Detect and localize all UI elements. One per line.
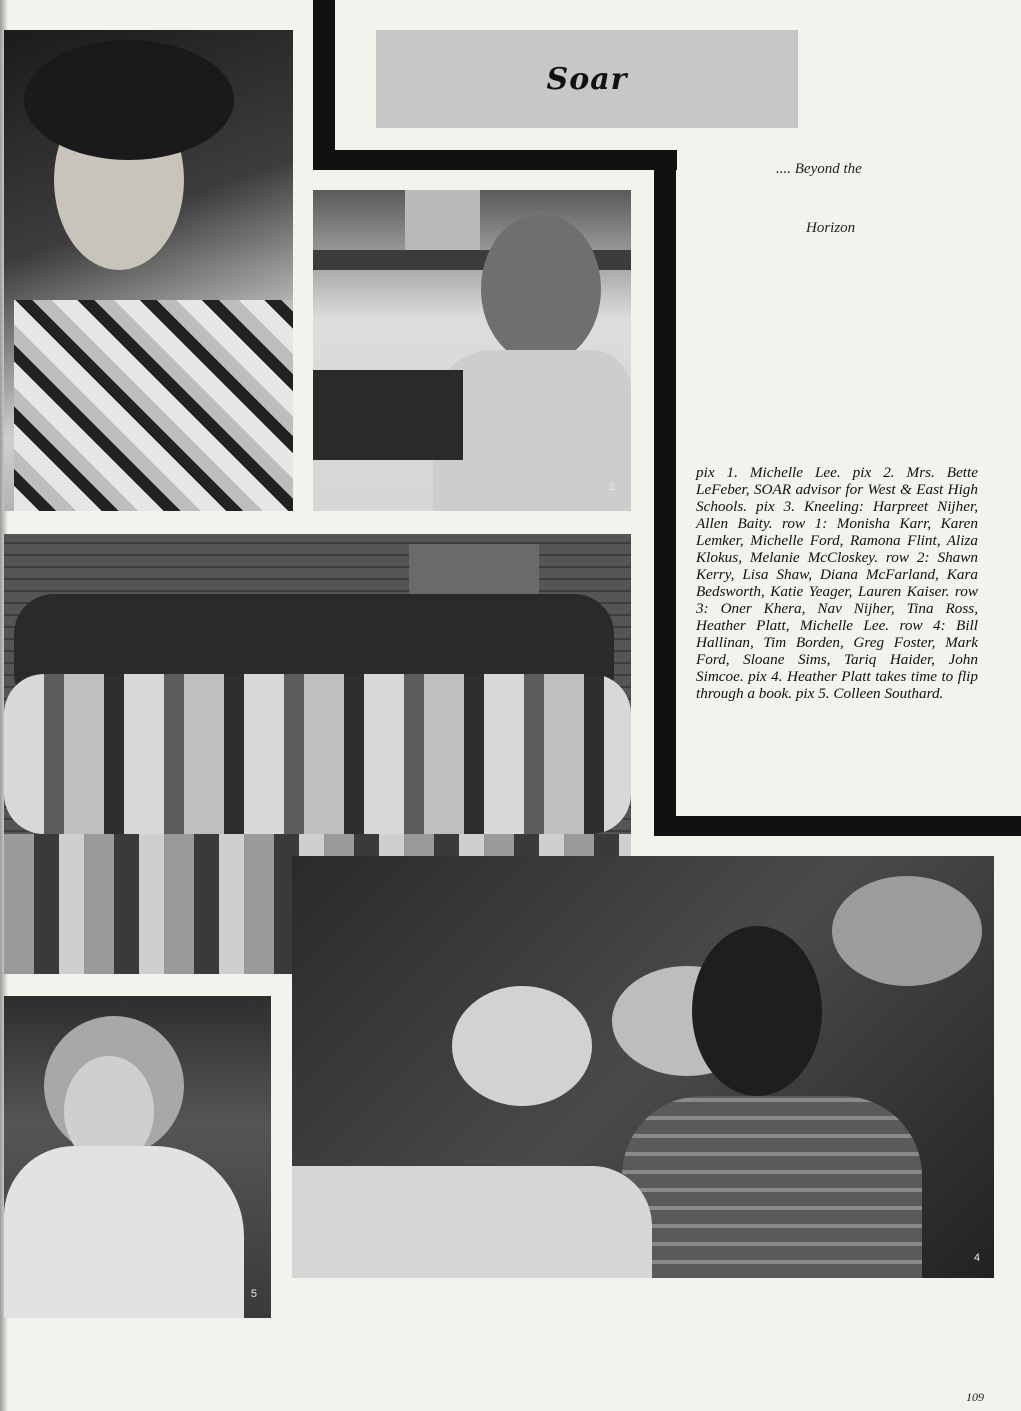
photo-2-desk [313, 370, 463, 460]
photo-caption: pix 1. Michelle Lee. pix 2. Mrs. Bette LeFeber, SOAR advisor for West & East High Schools. pix 3. Kneeling: Harpreet Nijher, Allen Baity. row 1: Monisha Karr, Karen Lemker, Michelle Ford, Ramona Flint, Aliza Klokus, Melanie McCloskey. row 2: Shawn Kerry, Lisa Shaw, Diana McFarland, Kara Bedsworth, Katie Yeager, Lauren Kaiser. row 3: Oner Khera, Nav Nijher, Tina Ross, Heather Platt, Michelle Lee. row 4: Bill Hallinan, Tim Borden, Greg Foster, Mark Ford, Sloane Sims, Tariq Haider, John Simcoe. pix 4. Heather Platt takes time to flip through a book. pix 5. Colleen Southard. [696, 464, 978, 702]
photo-2-advisor [313, 190, 631, 511]
frame-vertical-right [654, 150, 676, 834]
page-title: Soar [546, 61, 628, 97]
photo-2-poster [405, 190, 480, 250]
photo-5-number: 5 [250, 1288, 257, 1300]
photo-4-reading [292, 856, 994, 1278]
photo-1-portrait [4, 30, 293, 511]
photo-2-head [481, 214, 601, 364]
title-box [376, 30, 798, 128]
photo-1-sweater [14, 300, 293, 511]
photo-5-body [4, 1146, 244, 1318]
photo-4-chair-3 [832, 876, 982, 986]
photo-4-head [692, 926, 822, 1096]
photo-4-chair-1 [452, 986, 592, 1106]
photo-2-number: 2 [608, 481, 615, 493]
photo-1-hair [24, 40, 234, 160]
subtitle-line-2: Horizon [806, 220, 856, 236]
subtitle-line-1: .... Beyond the [776, 161, 862, 177]
frame-horizontal-top [313, 150, 677, 170]
frame-horizontal-bottom [654, 816, 1021, 836]
photo-4-body [622, 1096, 922, 1278]
frame-vertical-left [313, 0, 335, 170]
photo-4-number: 4 [973, 1252, 980, 1264]
photo-4-legs [292, 1166, 652, 1278]
photo-5-student [4, 996, 271, 1318]
photo-3-crowd-mid [4, 674, 631, 834]
page-number: 109 [966, 1390, 984, 1404]
